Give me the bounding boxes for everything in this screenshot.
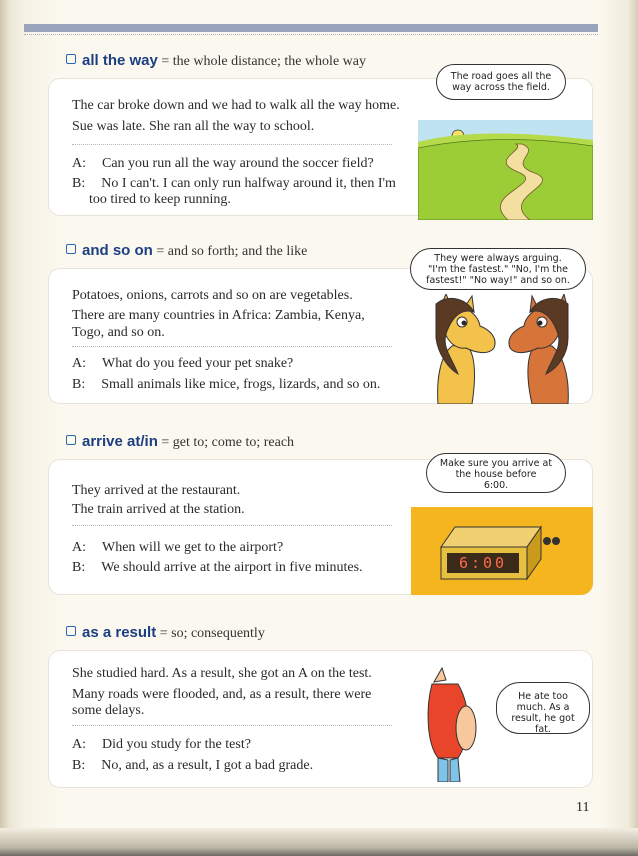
dialogue-text-continued: too tired to keep running.: [89, 192, 231, 207]
entry-all-the-way: [48, 52, 593, 222]
dotted-separator: [72, 144, 392, 145]
page-number: 11: [576, 800, 590, 815]
top-color-band: [24, 24, 598, 32]
dotted-separator: [72, 525, 392, 526]
example-sentence: She studied hard. As a result, she got an A on the test.: [72, 666, 372, 681]
checkbox-icon: [66, 54, 76, 64]
dialogue-text: No I can't. I can only run halfway around it, then I'm: [101, 176, 396, 191]
entry-term: all the way: [82, 52, 158, 69]
speech-bubble: [410, 248, 586, 290]
entry-definition: = so; consequently: [156, 626, 265, 641]
example-sentence: The car broke down and we had to walk all the way home.: [72, 98, 400, 113]
dialogue-line-a: [72, 356, 293, 372]
entry-heading: [66, 242, 307, 260]
example-sentence: some delays.: [72, 703, 145, 718]
speaker-label: B:: [72, 377, 86, 392]
example-sentence: There are many countries in Africa: Zambia, Kenya,: [72, 308, 365, 323]
speaker-label: B:: [72, 176, 86, 191]
bubble-line: They were always arguing.: [434, 253, 562, 264]
page-bottom-edge: [0, 828, 638, 856]
bubble-line: the house before: [455, 469, 537, 480]
example-sentence: Sue was late. She ran all the way to school.: [72, 119, 315, 134]
entry-heading: [66, 624, 265, 642]
entry-definition: = get to; come to; reach: [157, 435, 295, 450]
entry-heading: [66, 433, 294, 451]
dialogue-line-a: [72, 737, 251, 753]
bubble-line: The road goes all the: [450, 71, 552, 82]
example-sentence: The train arrived at the station.: [72, 502, 245, 517]
speaker-label: A:: [72, 156, 86, 171]
speaker-label: A:: [72, 540, 86, 555]
dialogue-line-b: [72, 377, 380, 393]
bubble-line: result, he got fat.: [511, 713, 575, 735]
dialogue-line-b: [72, 758, 313, 774]
speech-bubble: [426, 453, 566, 493]
example-sentence: They arrived at the restaurant.: [72, 483, 241, 498]
clock-display: 6:00: [458, 554, 508, 572]
entry-term: arrive at/in: [82, 433, 158, 450]
speaker-label: B:: [72, 758, 86, 773]
example-sentence: Potatoes, onions, carrots and so on are vegetables.: [72, 288, 353, 303]
dotted-separator: [72, 725, 392, 726]
example-sentence: Many roads were flooded, and, as a result, there were: [72, 687, 372, 702]
speaker-label: A:: [72, 737, 86, 752]
arguing-horses-illustration: [418, 294, 586, 404]
speech-bubble: [496, 682, 590, 734]
checkbox-icon: [66, 244, 76, 254]
speaker-label: A:: [72, 356, 86, 371]
entry-term: and so on: [82, 242, 153, 259]
alarm-clock-illustration: [411, 507, 593, 595]
dotted-separator: [72, 346, 392, 347]
entry-arrive-at-in: [48, 433, 593, 603]
bubble-line: He ate too: [518, 691, 568, 702]
clock-body-drawing: [411, 507, 593, 595]
speaker-label: B:: [72, 560, 86, 575]
bubble-line: fastest!" "No way!" and so on.: [426, 275, 570, 286]
entry-as-a-result: [48, 624, 593, 794]
dialogue-text: Did you study for the test?: [102, 737, 251, 752]
dialogue-line-b: [72, 176, 396, 208]
dialogue-line-a: [72, 540, 283, 556]
dialogue-text: We should arrive at the airport in five minutes.: [101, 560, 363, 575]
entry-and-so-on: [48, 242, 593, 412]
entry-definition: = and so forth; and the like: [152, 244, 308, 259]
dialogue-text: Small animals like mice, frogs, lizards, and so on.: [101, 377, 381, 392]
dialogue-text: Can you run all the way around the soccer field?: [102, 156, 374, 171]
entry-heading: [66, 52, 366, 70]
bubble-line: "I'm the fastest." "No, I'm the: [427, 264, 569, 275]
example-sentence: Togo, and so on.: [72, 325, 165, 340]
dialogue-text: No, and, as a result, I got a bad grade.: [101, 758, 314, 773]
entry-term: as a result: [82, 624, 157, 641]
bubble-line: much. As a: [516, 702, 570, 713]
bubble-line: 6:00.: [483, 480, 509, 491]
dialogue-line-b: [72, 560, 363, 576]
bubble-line: way across the field.: [452, 82, 550, 93]
checkbox-icon: [66, 626, 76, 636]
fat-man-illustration: [424, 666, 494, 782]
checkbox-icon: [66, 435, 76, 445]
bubble-line: Make sure you arrive at: [439, 458, 553, 469]
top-dotted-rule: [24, 34, 598, 35]
field-road-illustration: [418, 120, 593, 220]
dialogue-line-a: [72, 156, 374, 172]
speech-bubble: [436, 64, 566, 100]
dialogue-text: When will we get to the airport?: [102, 540, 284, 555]
entry-definition: = the whole distance; the whole way: [157, 54, 366, 69]
dialogue-text: What do you feed your pet snake?: [102, 356, 294, 371]
